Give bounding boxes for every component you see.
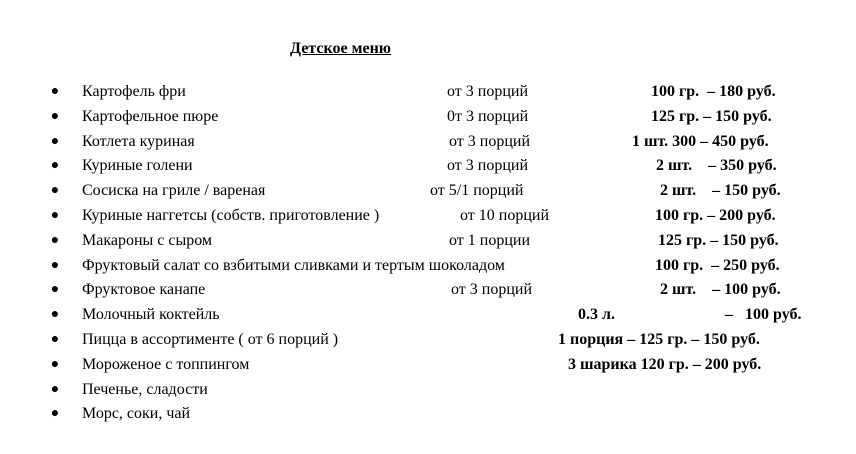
item-price: – 100 руб. bbox=[725, 306, 802, 324]
item-price: 125 гр. – 150 руб. bbox=[651, 107, 772, 125]
item-name: Печенье, сладости bbox=[82, 380, 208, 398]
menu-item bbox=[0, 204, 856, 229]
item-name: Фруктовый салат со взбитыми сливками и тертым шоколадом bbox=[82, 256, 505, 274]
item-name: Куриные голени bbox=[82, 157, 193, 175]
item-name: Молочный коктейль bbox=[82, 306, 220, 324]
item-price: 2 шт. – 100 руб. bbox=[660, 281, 781, 299]
item-portion: от 3 порций bbox=[447, 83, 529, 100]
bullet-icon: ● bbox=[50, 257, 60, 273]
item-name: Сосиска на гриле / вареная bbox=[82, 182, 266, 200]
bullet-icon: ● bbox=[50, 158, 60, 174]
menu-item bbox=[0, 378, 856, 403]
menu-item bbox=[0, 154, 856, 179]
item-price: 2 шт. – 350 руб. bbox=[656, 157, 777, 175]
item-name: Фруктовое канапе bbox=[82, 281, 206, 299]
menu-item bbox=[0, 229, 856, 254]
item-price: 100 гр. – 180 руб. bbox=[651, 83, 776, 100]
item-price: 1 шт. 300 – 450 руб. bbox=[632, 132, 769, 150]
item-name: Картофель фри bbox=[82, 83, 186, 100]
item-price: 125 гр. – 150 руб. bbox=[658, 231, 779, 249]
menu-item bbox=[0, 278, 856, 303]
menu-item bbox=[0, 402, 856, 427]
bullet-icon: ● bbox=[50, 108, 60, 124]
menu-list bbox=[0, 80, 856, 427]
bullet-icon: ● bbox=[50, 232, 60, 248]
item-price: 100 гр. – 200 руб. bbox=[655, 206, 776, 224]
item-name: Куриные наггетсы (собств. приготовление ) bbox=[82, 206, 380, 224]
item-price: 3 шарика 120 гр. – 200 руб. bbox=[568, 355, 762, 373]
bullet-icon: ● bbox=[50, 282, 60, 298]
item-name: Мороженое с топпингом bbox=[82, 355, 250, 373]
menu-item bbox=[0, 254, 856, 279]
item-portion: от 1 порции bbox=[449, 231, 531, 249]
bullet-icon: ● bbox=[50, 381, 60, 397]
menu-item bbox=[0, 179, 856, 204]
item-name: Картофельное пюре bbox=[82, 107, 219, 125]
bullet-icon: ● bbox=[50, 307, 60, 323]
menu-item bbox=[0, 303, 856, 328]
bullet-icon: ● bbox=[50, 183, 60, 199]
menu-item bbox=[0, 130, 856, 155]
menu-item bbox=[0, 328, 856, 353]
item-portion: от 3 порций bbox=[449, 132, 531, 150]
item-portion: от 10 порций bbox=[460, 206, 550, 224]
item-name: Пицца в ассортименте ( от 6 порций ) bbox=[82, 330, 339, 348]
menu-item bbox=[0, 105, 856, 130]
item-portion: 0т 3 порций bbox=[447, 107, 529, 125]
item-portion: от 5/1 порций bbox=[430, 182, 524, 200]
item-name: Котлета куриная bbox=[82, 132, 195, 150]
bullet-icon: ● bbox=[50, 331, 60, 347]
item-price: 100 гр. – 250 руб. bbox=[655, 256, 780, 274]
page-title: Детское меню bbox=[290, 40, 392, 57]
bullet-icon: ● bbox=[50, 133, 60, 149]
item-name: Макароны с сыром bbox=[82, 231, 213, 249]
bullet-icon: ● bbox=[50, 207, 60, 223]
item-price: 2 шт. – 150 руб. bbox=[660, 182, 781, 200]
menu-item bbox=[0, 80, 856, 105]
menu-item bbox=[0, 353, 856, 378]
item-portion: от 3 порций bbox=[451, 281, 533, 299]
bullet-icon: ● bbox=[50, 406, 60, 422]
bullet-icon: ● bbox=[50, 84, 60, 99]
bullet-icon: ● bbox=[50, 356, 60, 372]
item-name: Морс, соки, чай bbox=[82, 405, 191, 423]
item-portion: 0.3 л. bbox=[578, 306, 615, 324]
item-price: 1 порция – 125 гр. – 150 руб. bbox=[558, 330, 760, 348]
item-portion: от 3 порций bbox=[447, 157, 529, 175]
